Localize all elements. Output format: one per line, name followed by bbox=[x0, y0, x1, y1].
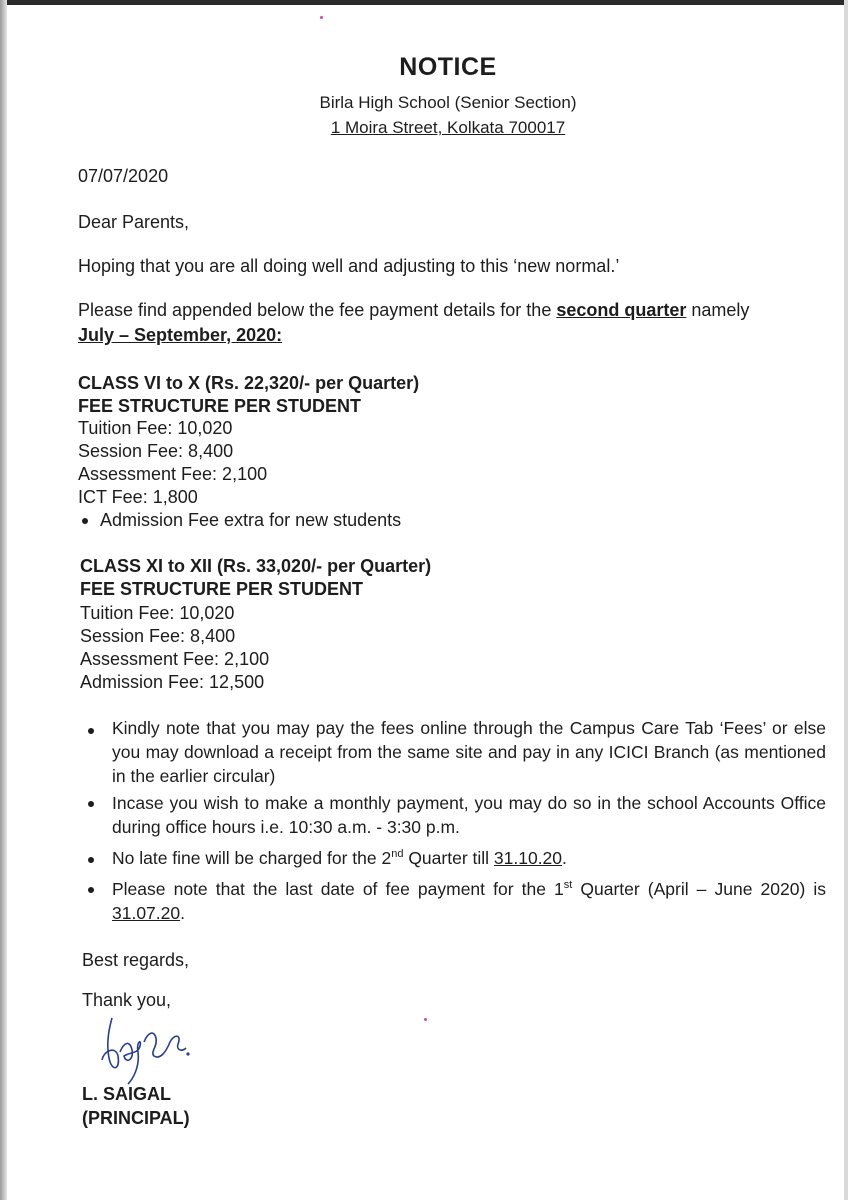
last-date-value: 31.07.20 bbox=[112, 903, 181, 923]
fee-line: Tuition Fee: 10,020 bbox=[80, 603, 235, 623]
notice-title: NOTICE bbox=[399, 53, 497, 81]
last-date-text: Please note that the last date of fee payment for the 1 bbox=[112, 879, 564, 899]
fee-line: Assessment Fee: 2,100 bbox=[80, 649, 270, 669]
quarter-period: July – September, 2020: bbox=[78, 325, 283, 345]
note-monthly-payment: Incase you wish to make a monthly payment, you may do so in the school Accounts Office during office hours i.e. 10:30 a.m. - 3:30 p.m. bbox=[112, 793, 826, 837]
appended-prefix: Please find appended below the fee payment details for the bbox=[78, 300, 557, 320]
appended-suffix: namely bbox=[686, 300, 750, 320]
bullet-icon bbox=[82, 518, 88, 524]
last-date-mid: Quarter (April – June 2020) is bbox=[572, 879, 826, 899]
scan-border-top bbox=[0, 0, 848, 5]
school-name: Birla High School (Senior Section) bbox=[319, 93, 577, 112]
fee-line: Tuition Fee: 10,020 bbox=[78, 418, 233, 438]
salutation: Dear Parents, bbox=[78, 212, 190, 232]
fee-line: ICT Fee: 1,800 bbox=[78, 487, 198, 507]
class-vi-x-heading: CLASS VI to X (Rs. 22,320/- per Quarter) bbox=[78, 373, 420, 393]
scan-border-right bbox=[844, 0, 848, 1200]
note-late-fine bbox=[112, 846, 826, 870]
scan-speck bbox=[424, 1018, 427, 1021]
last-date-sup: st bbox=[563, 879, 573, 892]
fee-line: Assessment Fee: 2,100 bbox=[78, 464, 268, 484]
closing-regards: Best regards, bbox=[82, 950, 190, 970]
late-fine-mid: Quarter till bbox=[403, 848, 494, 868]
bullet-icon bbox=[88, 728, 94, 734]
closing-thanks: Thank you, bbox=[82, 990, 172, 1010]
class-vi-x-subheading: FEE STRUCTURE PER STUDENT bbox=[78, 396, 362, 416]
principal-signature bbox=[90, 1012, 200, 1092]
principal-name: L. SAIGAL bbox=[82, 1084, 171, 1104]
note-last-date bbox=[112, 877, 826, 925]
fee-line: Session Fee: 8,400 bbox=[80, 626, 236, 646]
class-xi-xii-subheading: FEE STRUCTURE PER STUDENT bbox=[80, 579, 364, 599]
appended-line bbox=[78, 300, 749, 321]
late-fine-date: 31.10.20 bbox=[493, 848, 563, 868]
late-fine-text: No late fine will be charged for the 2 bbox=[112, 848, 392, 868]
late-fine-sup: nd bbox=[391, 848, 404, 861]
quarter-emphasis: second quarter bbox=[556, 300, 687, 320]
fee-line: Admission Fee: 12,500 bbox=[80, 672, 265, 692]
scan-border-left bbox=[0, 0, 7, 1200]
admission-note: Admission Fee extra for new students bbox=[100, 510, 402, 530]
school-address-text: 1 Moira Street, Kolkata 700017 bbox=[330, 118, 566, 137]
note-online-payment: Kindly note that you may pay the fees online through the Campus Care Tab ‘Fees’ or else you may download a receipt from the same site and pay in any ICICI Branch (as mentioned in the earlier circular) bbox=[112, 718, 826, 786]
principal-role: (PRINCIPAL) bbox=[82, 1108, 190, 1128]
notice-date: 07/07/2020 bbox=[78, 166, 169, 186]
late-fine-end: . bbox=[562, 848, 567, 868]
last-date-end: . bbox=[180, 903, 185, 923]
bullet-icon bbox=[88, 887, 94, 893]
bullet-icon bbox=[88, 801, 94, 807]
scan-speck bbox=[320, 16, 323, 19]
class-xi-xii-heading: CLASS XI to XII (Rs. 33,020/- per Quarter) bbox=[80, 556, 432, 576]
fee-line: Session Fee: 8,400 bbox=[78, 441, 234, 461]
intro-line: Hoping that you are all doing well and adjusting to this ‘new normal.’ bbox=[78, 256, 620, 276]
school-address bbox=[0, 118, 848, 138]
bullet-icon bbox=[88, 857, 94, 863]
